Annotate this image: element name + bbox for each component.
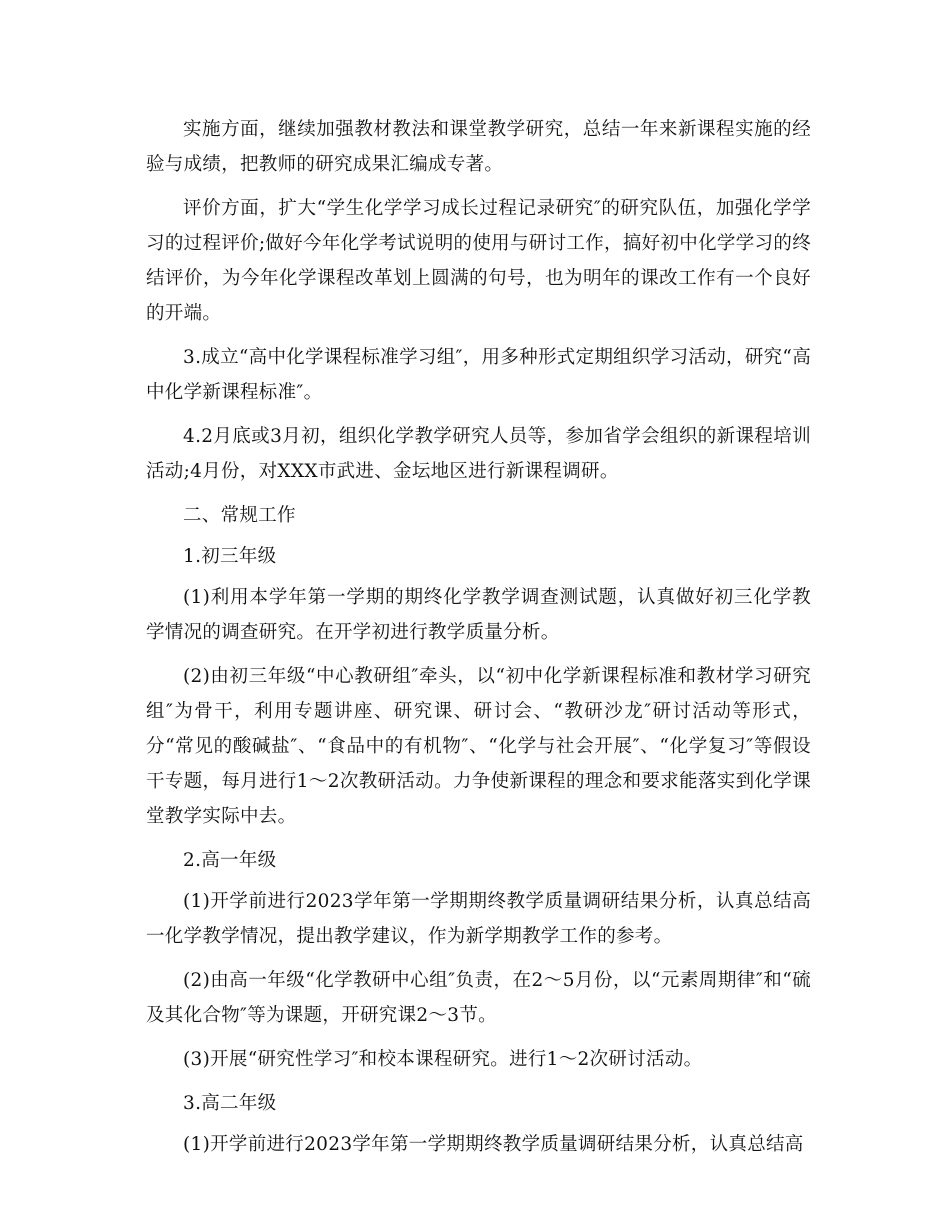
paragraph-grade-9-item-2: (2)由初三年级“中心教研组″牵头，以“初中化学新课程标准和教材学习研究组″为骨干，利用专题讲座、研究课、研讨会、“教研沙龙″研讨活动等形式，分“常见的酸碱盐″、“食品中的有机物″、“化学与社会开展″、“化学复习″等假设干专题，每月进行1～2次教研活动。力争使新课程的理念和要求能落实到化学课堂教学实际中去。 — [146, 666, 811, 827]
subheading-grade-11: 3.高二年级 — [183, 1093, 277, 1114]
paragraph-evaluation: 评价方面，扩大“学生化学学习成长过程记录研究″的研究队伍，加强化学学习的过程评价;做好今年化学考试说明的使用与研讨工作，搞好初中化学学习的终结评价，为今年化学课程改革划上圆满的句号，也为明年的课改工作有一个良好的开端。 — [146, 198, 811, 324]
paragraph-item-4: 4.2月底或3月初，组织化学教学研究人员等，参加省学会组织的新课程培训活动;4月份，对XXX市武进、金坛地区进行新课程调研。 — [146, 426, 811, 482]
paragraph-grade-10-item-1: (1)开学前进行2023学年第一学期期终教学质量调研结果分析，认真总结高一化学教学情况，提出教学建议，作为新学期教学工作的参考。 — [146, 891, 811, 947]
paragraph-grade-9-item-1: (1)利用本学年第一学期的期终化学教学调查测试题，认真做好初三化学教学情况的调查研究。在开学初进行教学质量分析。 — [146, 587, 811, 643]
paragraph-grade-11-item-1: (1)开学前进行2023学年第一学期期终教学质量调研结果分析，认真总结高 — [183, 1134, 804, 1155]
paragraph-implementation: 实施方面，继续加强教材教法和课堂教学研究，总结一年来新课程实施的经验与成绩，把教师的研究成果汇编成专著。 — [146, 119, 811, 175]
paragraph-grade-10-item-3: (3)开展“研究性学习″和校本课程研究。进行1～2次研讨活动。 — [183, 1049, 703, 1070]
paragraph-grade-10-item-2: (2)由高一年级“化学教研中心组″负责，在2～5月份，以“元素周期律″和“硫及其化合物″等为课题，开研究课2～3节。 — [146, 970, 811, 1026]
paragraph-item-3: 3.成立“高中化学课程标准学习组″，用多种形式定期组织学习活动，研究“高中化学新课程标准″。 — [146, 347, 811, 403]
subheading-grade-10: 2.高一年级 — [183, 850, 277, 871]
section-heading-routine-work: 二、常规工作 — [183, 505, 296, 526]
subheading-grade-9: 1.初三年级 — [183, 546, 277, 567]
document-body — [146, 112, 811, 1171]
